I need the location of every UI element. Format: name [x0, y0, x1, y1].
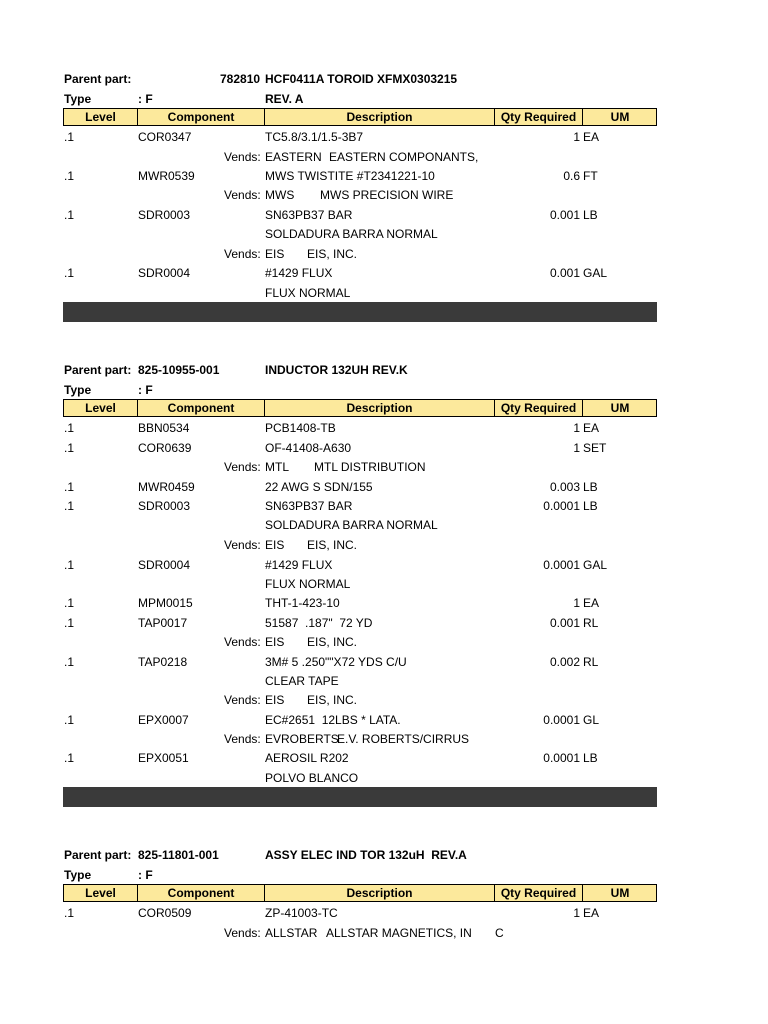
row-qty: 0.003 [549, 480, 580, 494]
row-component: TAP0017 [138, 616, 188, 630]
vend-code: MWS [265, 188, 295, 202]
row-um: FT [583, 169, 598, 183]
row-level: .1 [64, 130, 75, 144]
header-description: Description [265, 400, 495, 416]
row-um: LB [583, 208, 598, 222]
header-qty-required: Qty Required [495, 400, 583, 416]
row-description: THT-1-423-10 [265, 596, 340, 610]
row-description: 51587 .187" 72 YD [265, 616, 373, 630]
vend-name: ALLSTAR MAGNETICS, IN [326, 926, 472, 940]
row-component: EPX0051 [138, 751, 189, 765]
row-qty: 0.002 [549, 655, 580, 669]
section-separator [63, 787, 657, 807]
header-description: Description [265, 885, 495, 901]
row-um: GAL [583, 266, 608, 280]
row-level: .1 [64, 208, 75, 222]
row-level: .1 [64, 480, 75, 494]
table-header [63, 399, 657, 417]
vends-label: Vends: [224, 732, 261, 746]
row-qty: 1 [573, 596, 580, 610]
vend-code: EIS [265, 538, 285, 552]
row-um: GL [583, 713, 600, 727]
row-description-continued: SOLDADURA BARRA NORMAL [265, 227, 438, 241]
row-um: EA [583, 130, 600, 144]
row-um: LB [583, 499, 598, 513]
row-component: COR0347 [138, 130, 192, 144]
row-um: RL [583, 616, 599, 630]
row-component: SDR0003 [138, 208, 191, 222]
type-value: : F [138, 383, 153, 397]
vend-name: EIS, INC. [307, 693, 358, 707]
row-component: BBN0534 [138, 421, 190, 435]
row-description: 22 AWG S SDN/155 [265, 480, 373, 494]
vends-label: Vends: [224, 150, 261, 164]
row-description: TC5.8/3.1/1.5-3B7 [265, 130, 364, 144]
vends-label: Vends: [224, 693, 261, 707]
parent-part-number: 825-10955-001 [138, 363, 220, 377]
vend-name: EIS, INC. [307, 247, 358, 261]
type-label: Type [64, 383, 92, 397]
row-description: MWS TWISTITE #T2341221-10 [265, 169, 435, 183]
row-qty: 0.0001 [543, 751, 580, 765]
row-level: .1 [64, 266, 75, 280]
header-component: Component [138, 885, 265, 901]
vend-name: EIS, INC. [307, 538, 358, 552]
row-description-continued: FLUX NORMAL [265, 286, 351, 300]
header-component: Component [138, 109, 265, 125]
vend-code: ALLSTAR [265, 926, 318, 940]
vend-code: MTL [265, 460, 289, 474]
row-description: #1429 FLUX [265, 558, 333, 572]
vends-label: Vends: [224, 247, 261, 261]
parent-part-label: Parent part: [64, 72, 132, 86]
row-qty: 0.0001 [543, 713, 580, 727]
header-level: Level [64, 400, 138, 416]
vend-name: E.V. ROBERTS/CIRRUS [337, 732, 470, 746]
row-level: .1 [64, 655, 75, 669]
header-description: Description [265, 109, 495, 125]
vend-name-overflow: C [495, 926, 504, 940]
row-description: SN63PB37 BAR [265, 208, 353, 222]
row-qty: 0.6 [563, 169, 580, 183]
row-qty: 0.001 [549, 616, 580, 630]
row-component: SDR0004 [138, 558, 191, 572]
row-component: MWR0459 [138, 480, 195, 494]
row-um: RL [583, 655, 599, 669]
parent-part-number: 782810 [220, 72, 261, 86]
row-qty: 0.001 [549, 266, 580, 280]
row-qty: 1 [573, 421, 580, 435]
row-qty: 0.0001 [543, 499, 580, 513]
row-description: ZP-41003-TC [265, 906, 338, 920]
row-qty: 0.001 [549, 208, 580, 222]
parent-part-description: INDUCTOR 132UH REV.K [265, 363, 408, 377]
row-level: .1 [64, 499, 75, 513]
row-component: EPX0007 [138, 713, 189, 727]
row-qty: 1 [573, 130, 580, 144]
row-description: 3M# 5 .250""X72 YDS C/U [265, 655, 407, 669]
row-level: .1 [64, 441, 75, 455]
header-um: UM [610, 886, 630, 900]
header-qty-required: Qty Required [495, 885, 583, 901]
row-um: EA [583, 596, 600, 610]
row-description-continued: SOLDADURA BARRA NORMAL [265, 518, 438, 532]
vends-label: Vends: [224, 926, 261, 940]
row-description-continued: POLVO BLANCO [265, 771, 359, 785]
row-um: SET [583, 441, 607, 455]
header-level: Level [64, 109, 138, 125]
row-level: .1 [64, 421, 75, 435]
row-description-continued: FLUX NORMAL [265, 577, 351, 591]
row-description: PCB1408-TB [265, 421, 336, 435]
row-qty: 0.0001 [543, 558, 580, 572]
row-description: SN63PB37 BAR [265, 499, 353, 513]
table-header [63, 108, 657, 126]
header-qty-required: Qty Required [495, 109, 583, 125]
section-separator [63, 302, 657, 322]
header-um: UM [610, 110, 630, 124]
row-component: COR0509 [138, 906, 192, 920]
row-qty: 1 [573, 906, 580, 920]
row-um: GAL [583, 558, 608, 572]
vend-name: MTL DISTRIBUTION [314, 460, 426, 474]
row-component: TAP0218 [138, 655, 188, 669]
row-level: .1 [64, 558, 75, 572]
row-component: SDR0003 [138, 499, 191, 513]
row-level: .1 [64, 169, 75, 183]
row-level: .1 [64, 906, 75, 920]
vend-code: EASTERN [265, 150, 322, 164]
row-component: SDR0004 [138, 266, 191, 280]
header-um: UM [610, 401, 630, 415]
row-description: EC#2651 12LBS * LATA. [265, 713, 401, 727]
row-qty: 1 [573, 441, 580, 455]
parent-part-label: Parent part: [64, 848, 132, 862]
row-level: .1 [64, 713, 75, 727]
vend-name: MWS PRECISION WIRE [320, 188, 454, 202]
header-component: Component [138, 400, 265, 416]
parent-part-description: ASSY ELEC IND TOR 132uH REV.A [265, 848, 467, 862]
row-component: MWR0539 [138, 169, 195, 183]
type-label: Type [64, 868, 92, 882]
row-level: .1 [64, 616, 75, 630]
vends-label: Vends: [224, 538, 261, 552]
vends-label: Vends: [224, 460, 261, 474]
vend-code: EIS [265, 247, 285, 261]
row-um: EA [583, 906, 600, 920]
revision: REV. A [265, 92, 304, 106]
row-level: .1 [64, 751, 75, 765]
row-um: LB [583, 751, 598, 765]
row-um: LB [583, 480, 598, 494]
vend-code: EIS [265, 635, 285, 649]
vends-label: Vends: [224, 188, 261, 202]
parent-part-description: HCF0411A TOROID XFMX0303215 [265, 72, 458, 86]
parent-part-number: 825-11801-001 [138, 848, 219, 862]
type-label: Type [64, 92, 92, 106]
row-description: AEROSIL R202 [265, 751, 349, 765]
type-value: : F [138, 868, 153, 882]
vend-code: EVROBERTS [265, 732, 339, 746]
vend-name: EIS, INC. [307, 635, 358, 649]
vend-name: EASTERN COMPONANTS, [329, 150, 479, 164]
type-value: : F [138, 92, 153, 106]
row-component: COR0639 [138, 441, 192, 455]
row-um: EA [583, 421, 600, 435]
row-description-continued: CLEAR TAPE [265, 674, 339, 688]
row-component: MPM0015 [138, 596, 193, 610]
row-description: OF-41408-A630 [265, 441, 352, 455]
header-level: Level [64, 885, 138, 901]
vends-label: Vends: [224, 635, 261, 649]
row-description: #1429 FLUX [265, 266, 333, 280]
table-header [63, 884, 657, 902]
row-level: .1 [64, 596, 75, 610]
parent-part-label: Parent part: [64, 363, 132, 377]
vend-code: EIS [265, 693, 285, 707]
